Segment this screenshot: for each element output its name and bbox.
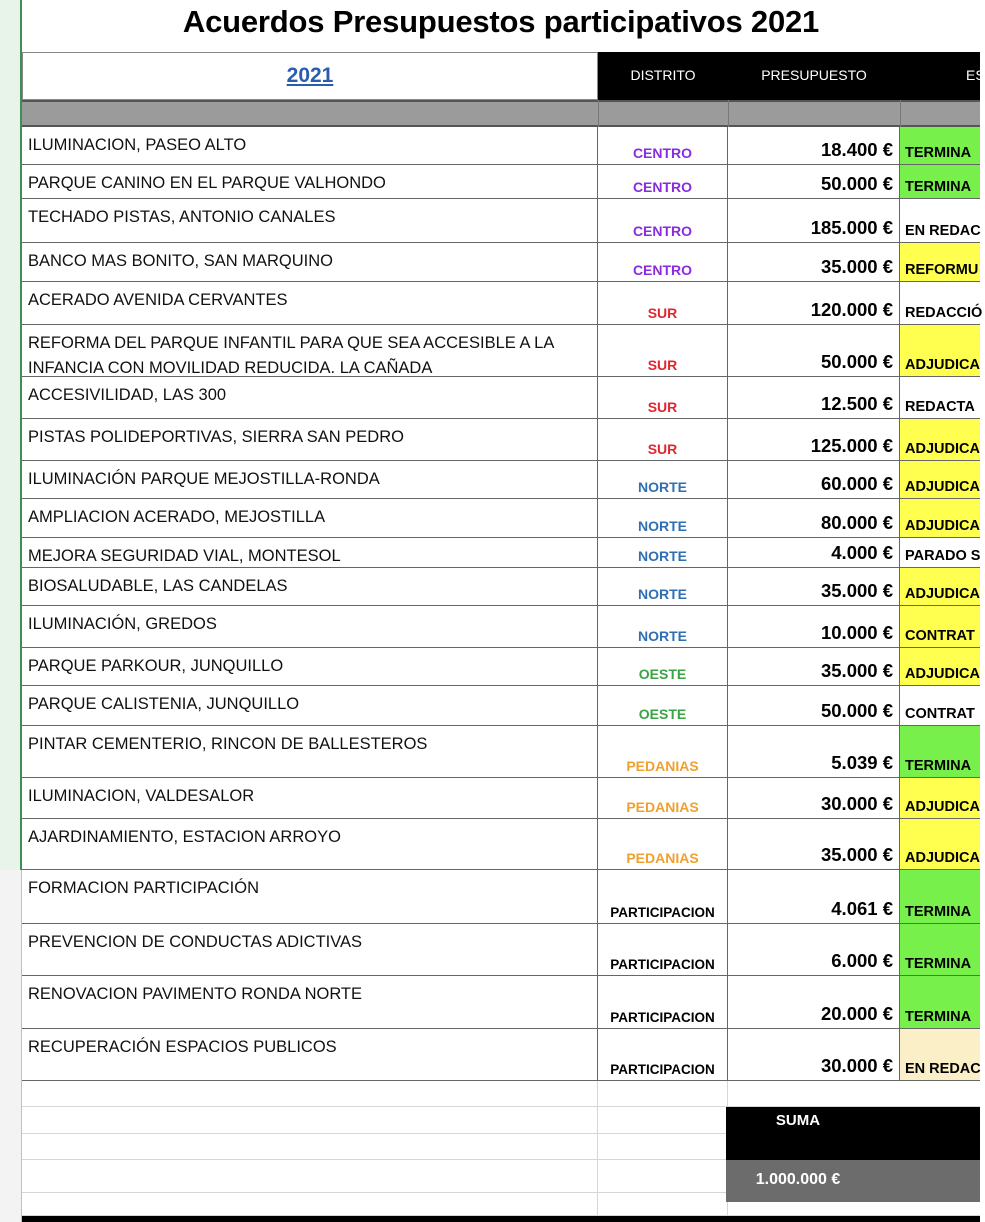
budget-cell[interactable]: [728, 606, 900, 647]
status-cell[interactable]: [900, 165, 980, 198]
district-label: NORTE: [638, 586, 687, 602]
status-cell[interactable]: [900, 538, 980, 567]
status-label: TERMINA: [905, 956, 972, 972]
table-row[interactable]: [22, 499, 980, 538]
status-cell[interactable]: [900, 648, 980, 685]
table-row[interactable]: [22, 819, 980, 870]
table-row[interactable]: [22, 243, 980, 282]
budget-cell[interactable]: [728, 568, 900, 605]
project-name-cell[interactable]: ACCESIVILIDAD, LAS 300: [22, 377, 598, 418]
district-cell[interactable]: [598, 243, 728, 281]
district-cell[interactable]: [598, 648, 728, 685]
budget-cell[interactable]: [728, 127, 900, 164]
status-label: ADJUDICA: [905, 518, 980, 534]
table-row[interactable]: [22, 282, 983, 325]
budget-amount: 50.000 €: [820, 700, 893, 721]
district-label: CENTRO: [632, 179, 693, 195]
status-cell[interactable]: [900, 127, 980, 164]
table-row[interactable]: [22, 976, 980, 1029]
status-label: TERMINA: [905, 904, 972, 920]
district-label: PEDANIAS: [626, 799, 699, 815]
table-row[interactable]: [22, 924, 980, 976]
status-cell[interactable]: [900, 606, 980, 647]
district-cell[interactable]: [598, 924, 728, 975]
project-name-cell[interactable]: RENOVACION PAVIMENTO RONDA NORTE: [22, 976, 598, 1028]
district-cell[interactable]: [598, 199, 728, 242]
project-name-cell[interactable]: PISTAS POLIDEPORTIVAS, SIERRA SAN PEDRO: [22, 419, 598, 460]
status-label: TERMINA: [905, 179, 972, 195]
status-cell[interactable]: [900, 568, 980, 605]
table-row[interactable]: [22, 461, 980, 499]
status-label: ADJUDICA: [905, 850, 980, 866]
district-label: OESTE: [638, 666, 687, 682]
budget-cell[interactable]: [728, 686, 900, 725]
district-cell[interactable]: [598, 568, 728, 605]
status-cell[interactable]: [900, 325, 980, 376]
project-name-cell[interactable]: PARQUE CALISTENIA, JUNQUILLO: [22, 686, 598, 725]
table-row[interactable]: [22, 686, 980, 726]
budget-amount: 6.000 €: [831, 950, 893, 971]
total-amount-cell[interactable]: 1.000.000 €: [726, 1160, 980, 1202]
budget-amount: 35.000 €: [820, 256, 893, 277]
budget-amount: 10.000 €: [820, 622, 893, 643]
project-name-cell[interactable]: AMPLIACION ACERADO, MEJOSTILLA: [22, 499, 598, 537]
status-label: PARADO S: [905, 548, 981, 564]
status-label: TERMINA: [905, 145, 972, 161]
district-label: SUR: [647, 305, 678, 321]
budget-cell[interactable]: [728, 648, 900, 685]
district-label: CENTRO: [632, 145, 693, 161]
budget-amount: 35.000 €: [820, 580, 893, 601]
budget-amount: 120.000 €: [810, 299, 893, 320]
status-cell[interactable]: [900, 1029, 980, 1080]
district-cell[interactable]: [598, 377, 728, 418]
district-label: PARTICIPACION: [610, 957, 715, 972]
district-label: PARTICIPACION: [610, 1010, 715, 1025]
status-cell[interactable]: [900, 282, 983, 324]
grid-line: [598, 100, 599, 127]
table-row[interactable]: [22, 199, 980, 243]
budget-cell[interactable]: [728, 819, 900, 869]
budget-cell[interactable]: [728, 243, 900, 281]
district-cell[interactable]: [598, 325, 728, 376]
district-label: PEDANIAS: [626, 850, 699, 866]
status-cell[interactable]: [900, 819, 980, 869]
project-name-cell[interactable]: PINTAR CEMENTERIO, RINCON DE BALLESTEROS: [22, 726, 598, 777]
status-label: EN REDAC: [905, 223, 981, 239]
budget-cell[interactable]: [728, 726, 900, 777]
status-cell[interactable]: [900, 686, 980, 725]
budget-amount: 125.000 €: [810, 435, 893, 456]
status-cell[interactable]: [900, 870, 980, 923]
district-label: CENTRO: [632, 223, 693, 239]
status-cell[interactable]: [900, 377, 980, 418]
suma-label-cell[interactable]: SUMA: [726, 1107, 980, 1160]
budget-cell[interactable]: [728, 419, 900, 460]
project-name-cell[interactable]: ILUMINACIÓN PARQUE MEJOSTILLA-RONDA: [22, 461, 598, 498]
district-label: PARTICIPACION: [610, 905, 715, 920]
budget-amount: 4.000 €: [831, 542, 893, 563]
district-label: CENTRO: [632, 262, 693, 278]
project-name-cell[interactable]: BIOSALUDABLE, LAS CANDELAS: [22, 568, 598, 605]
district-label: SUR: [647, 357, 678, 373]
project-name-cell[interactable]: RECUPERACIÓN ESPACIOS PUBLICOS: [22, 1029, 598, 1080]
budget-cell[interactable]: [728, 538, 900, 567]
district-cell[interactable]: [598, 778, 728, 818]
budget-amount: 30.000 €: [820, 793, 893, 814]
table-row[interactable]: [22, 870, 980, 924]
budget-cell[interactable]: [728, 976, 900, 1028]
status-cell[interactable]: [900, 199, 980, 242]
budget-amount: 5.039 €: [831, 752, 893, 773]
selected-rows-indicator: [0, 0, 22, 870]
project-name-cell[interactable]: ILUMINACION, VALDESALOR: [22, 778, 598, 818]
district-cell[interactable]: [598, 726, 728, 777]
district-label: NORTE: [638, 479, 687, 495]
district-cell[interactable]: [598, 819, 728, 869]
table-row[interactable]: [22, 419, 980, 461]
status-cell[interactable]: [900, 243, 980, 281]
grid-line: [900, 100, 901, 127]
district-cell[interactable]: [598, 1029, 728, 1080]
status-label: ADJUDICA: [905, 586, 980, 602]
budget-cell[interactable]: [728, 924, 900, 975]
budget-cell[interactable]: [728, 461, 900, 498]
status-cell[interactable]: [900, 976, 980, 1028]
status-label: CONTRAT: [905, 628, 975, 644]
budget-amount: 185.000 €: [810, 217, 893, 238]
budget-amount: 35.000 €: [820, 660, 893, 681]
project-name-cell[interactable]: ILUMINACION, PASEO ALTO: [22, 127, 598, 164]
budget-cell[interactable]: [728, 1029, 900, 1080]
empty-row[interactable]: [22, 1081, 980, 1107]
header-separator-band: [22, 100, 980, 127]
project-name-cell[interactable]: BANCO MAS BONITO, SAN MARQUINO: [22, 243, 598, 281]
district-label: SUR: [647, 399, 678, 415]
year-header-link[interactable]: 2021: [22, 52, 598, 100]
status-label: ADJUDICA: [905, 357, 980, 373]
budget-cell[interactable]: [728, 165, 900, 198]
table-row[interactable]: [22, 606, 980, 648]
status-label: TERMINA: [905, 1009, 972, 1025]
district-cell[interactable]: [598, 976, 728, 1028]
budget-cell[interactable]: [728, 870, 900, 923]
budget-amount: 50.000 €: [820, 173, 893, 194]
district-cell[interactable]: [598, 165, 728, 198]
table-row[interactable]: [22, 1029, 980, 1081]
budget-amount: 80.000 €: [820, 512, 893, 533]
bottom-border: [22, 1216, 980, 1222]
status-cell[interactable]: [900, 419, 980, 460]
project-name-cell[interactable]: PARQUE PARKOUR, JUNQUILLO: [22, 648, 598, 685]
grid-line: [728, 100, 729, 127]
status-label: REDACCIÓ: [905, 305, 983, 321]
budget-amount: 18.400 €: [820, 139, 893, 160]
district-cell[interactable]: [598, 686, 728, 725]
table-row[interactable]: [22, 325, 980, 377]
district-label: PARTICIPACION: [610, 1062, 715, 1077]
budget-cell[interactable]: [728, 282, 900, 324]
project-name-cell[interactable]: AJARDINAMIENTO, ESTACION ARROYO: [22, 819, 598, 869]
table-row[interactable]: [22, 778, 980, 819]
district-label: NORTE: [638, 518, 687, 534]
budget-cell[interactable]: [728, 778, 900, 818]
district-label: NORTE: [638, 628, 687, 644]
status-label: ADJUDICA: [905, 479, 980, 495]
budget-amount: 12.500 €: [820, 393, 893, 414]
status-label: TERMINA: [905, 758, 972, 774]
budget-cell[interactable]: [728, 325, 900, 376]
project-name-cell[interactable]: REFORMA DEL PARQUE INFANTIL PARA QUE SEA ACCESIBLE A LA INFANCIA CON MOVILIDAD REDUCIDA. LA CAÑADA: [22, 325, 598, 376]
table-row[interactable]: [22, 165, 980, 199]
project-name-cell[interactable]: FORMACION PARTICIPACIÓN: [22, 870, 598, 923]
status-label: REDACTA: [905, 399, 975, 415]
budget-amount: 60.000 €: [820, 473, 893, 494]
district-cell[interactable]: [598, 870, 728, 923]
budget-amount: 20.000 €: [820, 1003, 893, 1024]
district-label: NORTE: [638, 548, 687, 564]
status-cell[interactable]: [900, 726, 980, 777]
status-label: ADJUDICA: [905, 666, 980, 682]
distrito-header[interactable]: DISTRITO: [598, 52, 728, 100]
status-cell[interactable]: [900, 778, 980, 818]
status-cell[interactable]: [900, 499, 980, 537]
table-row[interactable]: [22, 127, 980, 165]
district-label: PEDANIAS: [626, 758, 699, 774]
district-cell[interactable]: [598, 419, 728, 460]
district-cell[interactable]: [598, 606, 728, 647]
project-name-cell[interactable]: TECHADO PISTAS, ANTONIO CANALES: [22, 199, 598, 242]
project-name-cell[interactable]: ACERADO AVENIDA CERVANTES: [22, 282, 598, 324]
district-cell[interactable]: [598, 282, 728, 324]
district-label: OESTE: [638, 706, 687, 722]
budget-amount: 35.000 €: [820, 844, 893, 865]
budget-cell[interactable]: [728, 499, 900, 537]
table-row[interactable]: [22, 568, 980, 606]
sheet-title: Acuerdos Presupuestos participativos 2021: [182, 4, 820, 39]
status-label: ADJUDICA: [905, 441, 980, 457]
table-row[interactable]: [22, 538, 980, 568]
status-label: ADJUDICA: [905, 799, 980, 815]
district-cell[interactable]: [598, 127, 728, 164]
table-row[interactable]: [22, 648, 980, 686]
project-name-cell[interactable]: MEJORA SEGURIDAD VIAL, MONTESOL: [22, 538, 598, 567]
project-name-cell[interactable]: PARQUE CANINO EN EL PARQUE VALHONDO: [22, 165, 598, 198]
project-name-cell[interactable]: ILUMINACIÓN, GREDOS: [22, 606, 598, 647]
district-label: SUR: [647, 441, 678, 457]
estado-header[interactable]: ES: [900, 52, 980, 100]
district-cell[interactable]: [598, 538, 728, 567]
district-cell[interactable]: [598, 461, 728, 498]
status-label: REFORMU: [905, 262, 979, 278]
presupuesto-header[interactable]: PRESUPUESTO: [728, 52, 900, 100]
budget-amount: 30.000 €: [820, 1055, 893, 1076]
budget-cell[interactable]: [728, 199, 900, 242]
status-cell[interactable]: [900, 924, 980, 975]
budget-amount: 50.000 €: [820, 351, 893, 372]
project-name-cell[interactable]: PREVENCION DE CONDUCTAS ADICTIVAS: [22, 924, 598, 975]
district-cell[interactable]: [598, 499, 728, 537]
budget-cell[interactable]: [728, 377, 900, 418]
table-row[interactable]: [22, 377, 980, 419]
table-row[interactable]: [22, 726, 980, 778]
status-cell[interactable]: [900, 461, 980, 498]
status-label: CONTRAT: [905, 706, 975, 722]
status-label: EN REDAC: [905, 1061, 981, 1077]
budget-amount: 4.061 €: [831, 898, 893, 919]
